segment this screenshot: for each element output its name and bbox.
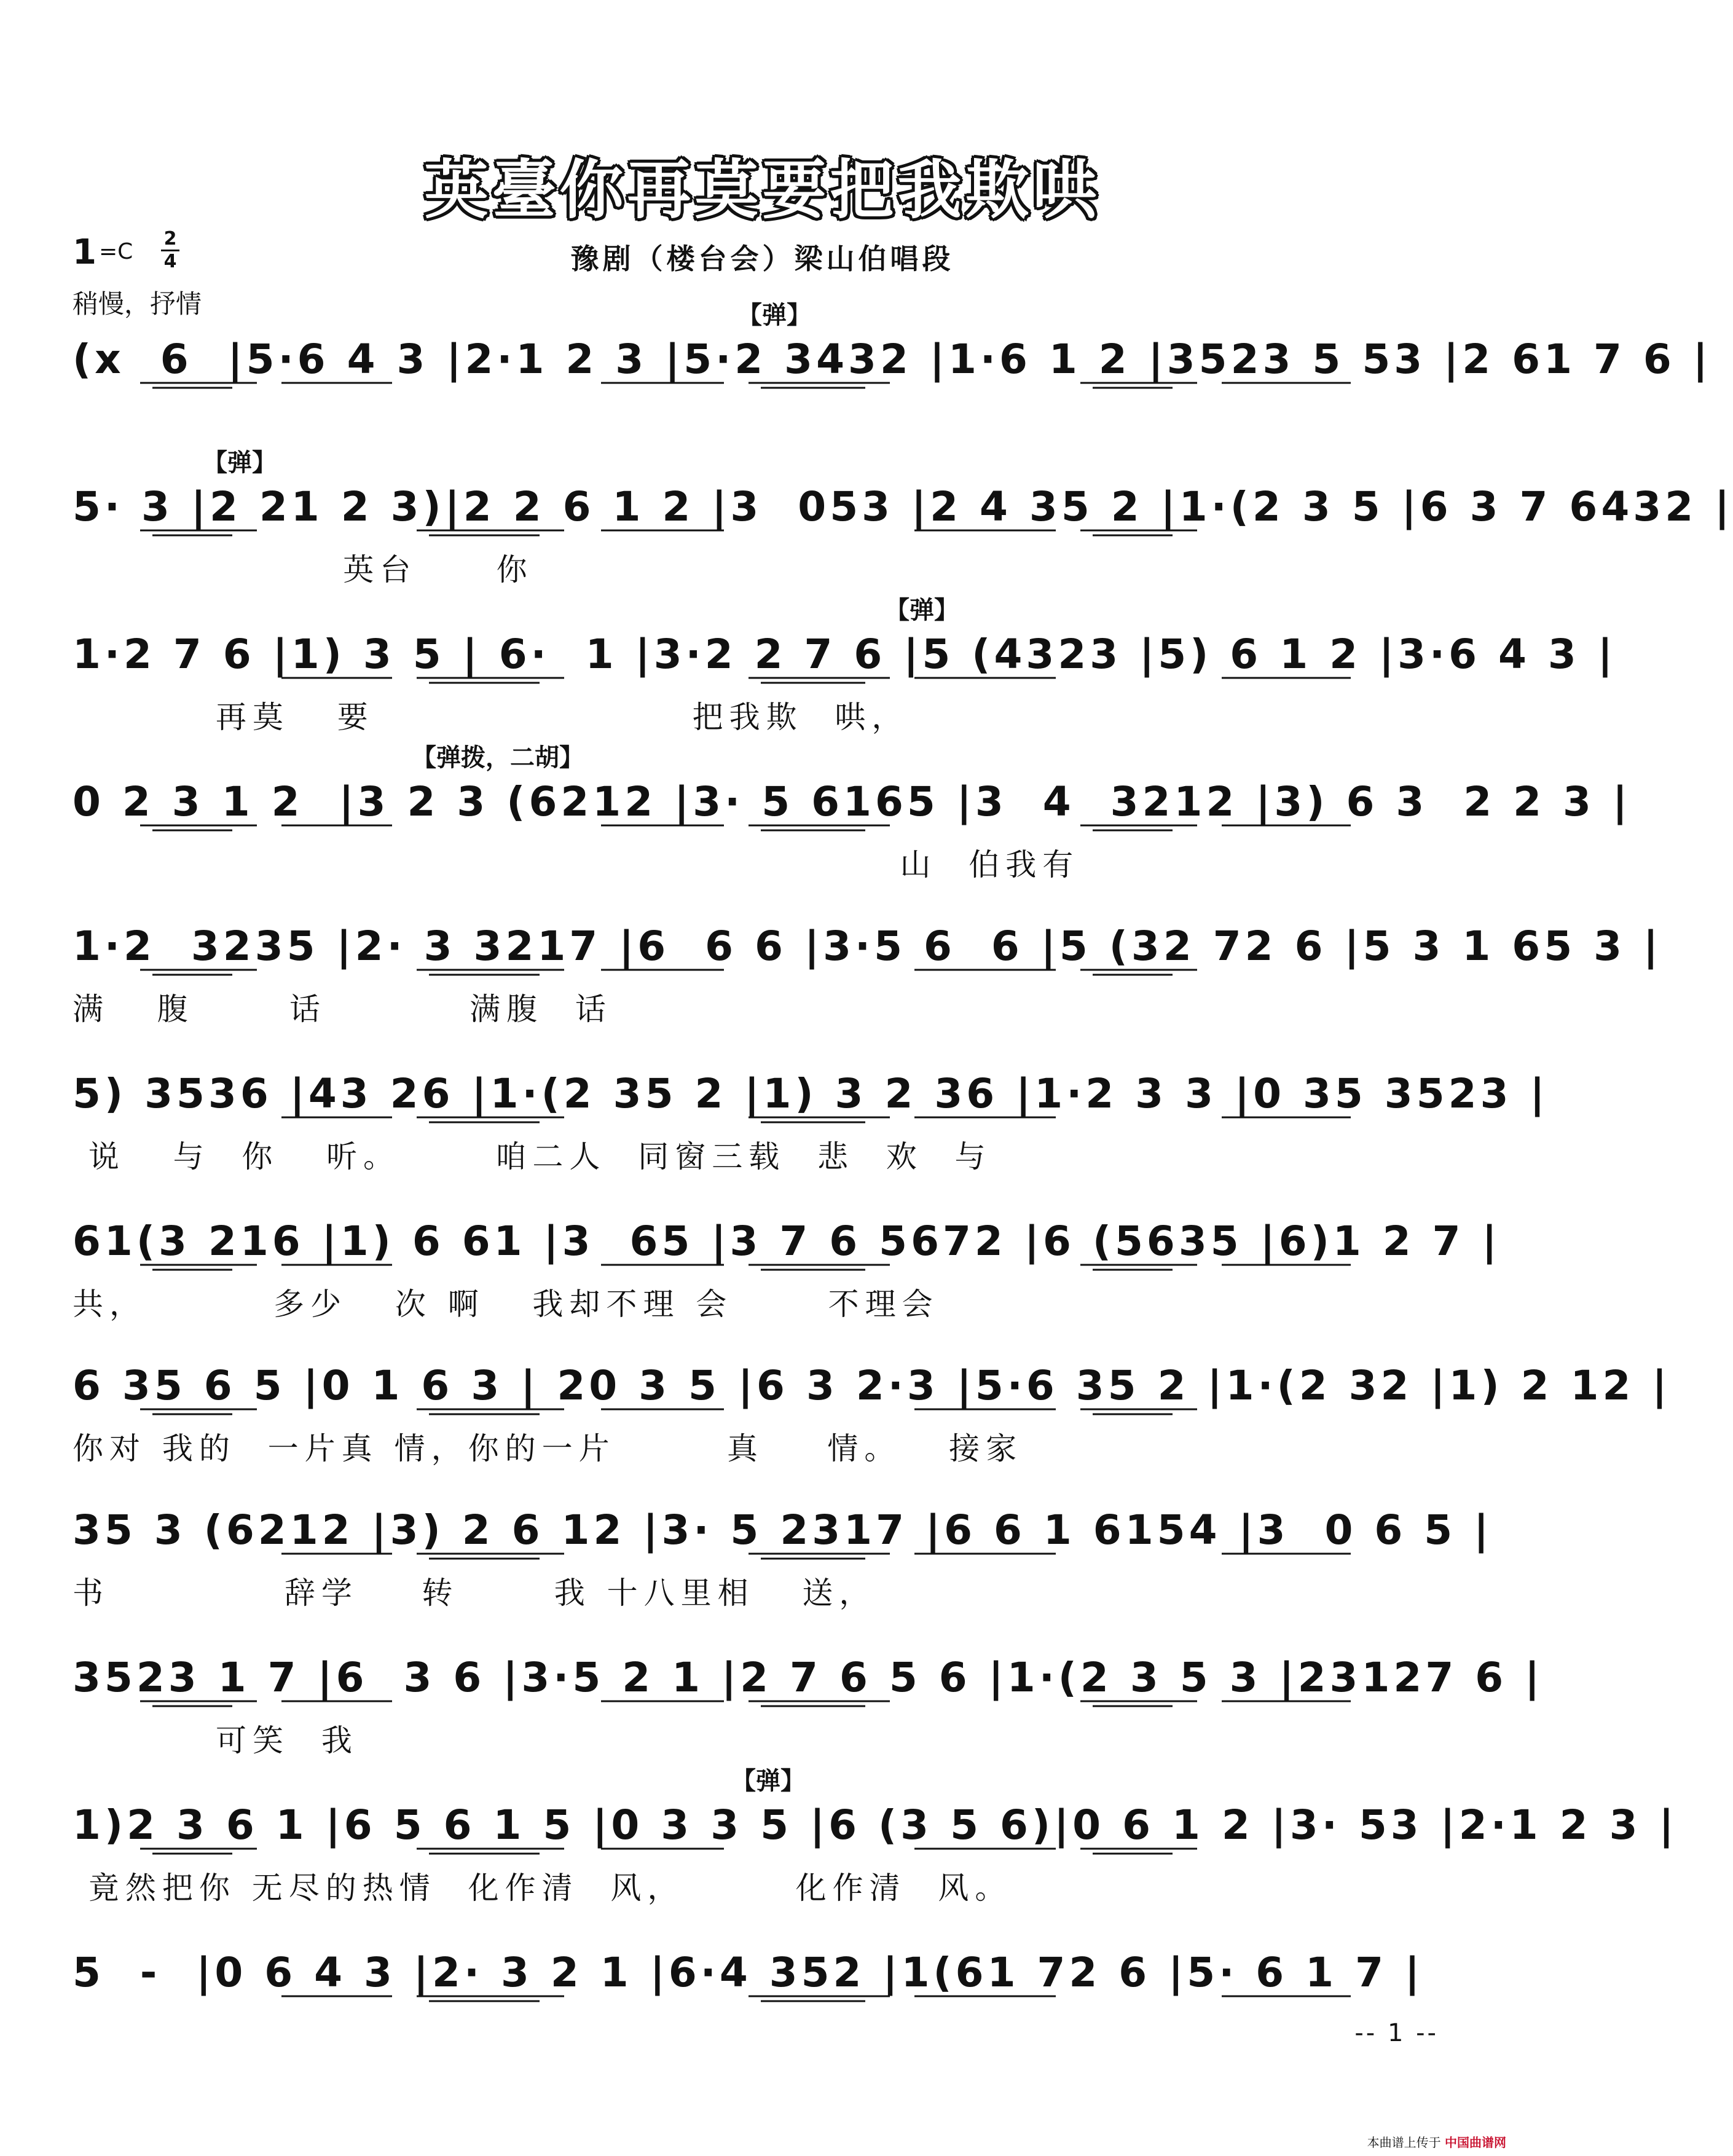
key-number: 1 (73, 232, 96, 272)
lyrics-line (73, 403, 1455, 442)
notation-line: 1·2 7 6 |1) 3 5 | 6· 1 |3·2 2 7 6 |5 (4323 |5) 6 1 2 |3·6 4 3 | (73, 631, 1616, 678)
time-top: 2 (161, 229, 179, 251)
lyrics-line: 共， 多少 次 啊 我却不理 会 不理会 (73, 1286, 939, 1322)
time-signature (161, 229, 179, 272)
notation-line: 5) 3536 |43 26 |1·(2 35 2 |1) 3 2 36 |1·2 3 3 |0 35 3523 | (73, 1070, 1549, 1117)
notation-system (73, 1506, 1493, 1629)
beam-lines (73, 1948, 1455, 2022)
beam-lines (73, 1506, 1493, 1580)
performance-mark: 【弹】 (737, 301, 811, 329)
beam-lines (73, 1653, 1544, 1727)
beam-lines (73, 1361, 1671, 1435)
notation-line: 5· 3 |2 21 2 3)|2 2 6 1 2 |3 053 |2 4 35 2 |1·(2 3 5 |6 3 7 6432 | (73, 483, 1733, 530)
notation-system (73, 744, 1632, 900)
notation-system (73, 1948, 1455, 2071)
page-title: 英臺你再莫要把我欺哄 (424, 152, 1101, 227)
notation-line: 3523 1 7 |6 3 6 |3·5 2 1 |2 7 6 5 6 |1·(2 3 5 3 |23127 6 | (73, 1654, 1544, 1701)
notation-system (73, 1767, 1678, 1924)
notation-system (73, 449, 1733, 605)
page-subtitle: 豫剧（楼台会）梁山伯唱段 (570, 242, 954, 275)
performance-mark: 【弹拨，二胡】 (412, 744, 584, 772)
lyrics-line: 满 腹 话 满腹 话 (73, 991, 612, 1027)
notation-line: (x 6 |5·6 4 3 |2·1 2 3 |5·2 3432 |1·6 1 2 |3523 5 53 |2 61 7 6 | (73, 336, 1711, 383)
beam-lines (73, 777, 1632, 851)
page-number: -- 1 -- (1354, 2019, 1439, 2047)
lyrics-line: 英台 你 (73, 552, 533, 588)
key-signature (73, 232, 133, 272)
notation-system (73, 1653, 1544, 1776)
key-letter: =C (98, 239, 133, 264)
notation-system (73, 1361, 1671, 1484)
lyrics-line: 再莫 要 把我欺 哄， (73, 699, 909, 735)
notation-system (73, 1069, 1549, 1192)
notation-system (73, 596, 1616, 753)
tempo-marking: 稍慢，抒情 (73, 289, 202, 319)
lyrics-line: 可笑 我 (73, 1723, 358, 1758)
lyrics-line (73, 2016, 1455, 2055)
performance-mark: 【弹】 (885, 596, 959, 624)
footer (1367, 2133, 1506, 2150)
notation-line: 0 2 3 1 2 |3 2 3 (6212 |3· 5 6165 |3 4 3212 |3) 6 3 2 2 3 | (73, 778, 1632, 825)
lyrics-line: 你对 我的 一片真 情，你的一片 真 情。 接家 (73, 1431, 1023, 1466)
notation-line: 6 35 6 5 |0 1 6 3 | 20 3 5 |6 3 2·3 |5·6 35 2 |1·(2 32 |1) 2 12 | (73, 1362, 1671, 1409)
lyrics-line: 山 伯我有 (73, 847, 1080, 883)
performance-mark: 【弹】 (203, 449, 277, 477)
time-bottom: 4 (163, 251, 177, 272)
notation-line: 1)2 3 6 1 |6 5 6 1 5 |0 3 3 5 |6 (3 5 6)|0 6 1 2 |3· 53 |2·1 2 3 | (73, 1801, 1678, 1849)
beam-lines (73, 1801, 1678, 1875)
notation-line: 61(3 216 |1) 6 61 |3 65 |3 7 6 5672 |6 (5635 |6)1 2 7 | (73, 1218, 1501, 1265)
lyrics-line: 竟然把你 无尽的热情 化作清 风， 化作清 风。 (73, 1870, 1012, 1906)
performance-mark: 【弹】 (731, 1767, 805, 1795)
notation-system (73, 1217, 1501, 1340)
beam-lines (73, 922, 1662, 996)
beam-lines (73, 1217, 1501, 1291)
beam-lines (73, 482, 1733, 556)
site-logo: 中国曲谱网 (1445, 2135, 1506, 2150)
beam-lines (73, 630, 1616, 704)
footer-text: 本曲谱上传于 (1367, 2135, 1441, 2150)
beam-lines (73, 1069, 1549, 1143)
notation-line: 1·2 3235 |2· 3 3217 |6 6 6 |3·5 6 6 |5 (32 72 6 |5 3 1 65 3 | (73, 923, 1662, 970)
notation-line: 5 - |0 6 4 3 |2· 3 2 1 |6·4 352 |1(61 72 6 |5· 6 1 7 | (73, 1949, 1424, 1996)
beam-lines (73, 335, 1711, 409)
notation-line: 35 3 (6212 |3) 2 6 12 |3· 5 2317 |6 6 1 6154 |3 0 6 5 | (73, 1506, 1493, 1554)
lyrics-line: 书 辞学 转 我 十八里相 送， (73, 1575, 876, 1611)
lyrics-line: 说 与 你 听。 咱二人 同窗三载 悲 欢 与 (73, 1139, 992, 1174)
notation-system (73, 922, 1662, 1045)
